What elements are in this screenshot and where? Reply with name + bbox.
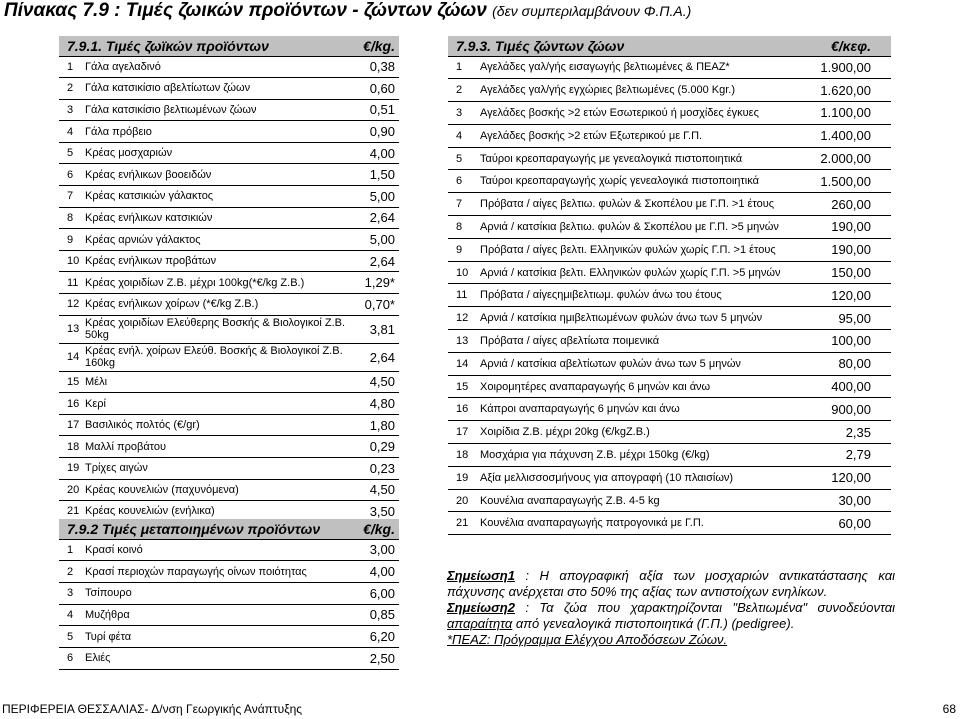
row-value: 30,00 [804, 489, 891, 512]
row-name: Κάπροι αναπαραγωγής 6 μηνών και άνω [480, 398, 804, 421]
table-header-row [59, 36, 399, 56]
row-value: 3,50 [355, 501, 399, 523]
row-value: 2,64 [355, 250, 399, 272]
table-row [448, 284, 891, 307]
row-name: Αγελάδες βοσκής >2 ετών Εσωτερικού ή μοσχίδες έγκυες [480, 102, 804, 125]
row-name: Κρέας κουνελιών (παχυνόμενα) [85, 479, 355, 501]
table-row [448, 147, 891, 170]
row-name: Κρέας ενήλικων κατσικιών [85, 207, 355, 229]
table-row [448, 216, 891, 239]
row-number: 4 [59, 121, 85, 143]
table-row [59, 142, 399, 164]
row-value: 3,81 [355, 315, 399, 343]
table-row [448, 193, 891, 216]
row-number: 5 [59, 626, 85, 648]
note-2-label: Σημείωση2 [447, 600, 515, 615]
row-value: 5,00 [355, 229, 399, 251]
row-name: Αρνιά / κατσίκια βελτι. Ελληνικών φυλών χωρίς Γ.Π. >5 μηνών [480, 261, 804, 284]
table-row [59, 164, 399, 186]
table-row [59, 561, 399, 583]
row-name: Τσίπουρο [85, 582, 355, 604]
table-row [59, 78, 399, 100]
row-value: 60,00 [804, 512, 891, 535]
row-name: Μαλλί προβάτου [85, 436, 355, 458]
row-number: 3 [448, 102, 480, 125]
table-row [448, 421, 891, 444]
row-number: 14 [59, 343, 85, 371]
row-number: 13 [59, 315, 85, 343]
table-heading: 7.9.3. Τιμές ζώντων ζώων [448, 36, 804, 56]
row-value: 0,29 [355, 436, 399, 458]
table-row [59, 56, 399, 78]
row-name: Κρασί περιοχών παραγωγής οίνων ποιότητας [85, 561, 355, 583]
row-name: Κουνέλια αναπαραγωγής πατρογονικά με Γ.Π. [480, 512, 804, 535]
row-number: 18 [59, 436, 85, 458]
row-name: Γάλα κατσικίσιο βελτιωμένων ζώων [85, 99, 355, 121]
table-row [59, 436, 399, 458]
row-value: 150,00 [804, 261, 891, 284]
row-name: Ελιές [85, 647, 355, 669]
row-number: 18 [448, 444, 480, 467]
row-value: 2,64 [355, 207, 399, 229]
row-name: Ταύροι κρεοπαραγωγής με γενεαλογικά πιστοποιητικά [480, 147, 804, 170]
row-name: Γάλα κατσικίσιο αβελτίωτων ζώων [85, 78, 355, 100]
note-3: *ΠΕΑΖ: Πρόγραμμα Ελέγχου Αποδόσεων Ζώων. [447, 632, 728, 647]
row-name: Κουνέλια αναπαραγωγής Ζ.Β. 4-5 kg [480, 489, 804, 512]
table-row [448, 352, 891, 375]
table-row [448, 330, 891, 353]
footer-organization: ΠΕΡΙΦΕΡΕΙΑ ΘΕΣΣΑΛΙΑΣ- Δ/νση Γεωργικής Ανάπτυξης [2, 702, 303, 716]
row-name: Χοιρίδια Ζ.Β. μέχρι 20kg (€/kgZ.B.) [480, 421, 804, 444]
table-row [59, 186, 399, 208]
row-name: Κρέας μοσχαριών [85, 142, 355, 164]
table-row [59, 582, 399, 604]
row-value: 2,35 [804, 421, 891, 444]
row-name: Μέλι [85, 371, 355, 393]
row-number: 7 [59, 186, 85, 208]
row-number: 20 [59, 479, 85, 501]
row-number: 7 [448, 193, 480, 216]
table-row [59, 479, 399, 501]
row-number: 11 [59, 272, 85, 294]
row-value: 2,79 [804, 444, 891, 467]
row-value: 2,50 [355, 647, 399, 669]
processed-products-table [59, 519, 399, 670]
row-number: 2 [59, 561, 85, 583]
row-number: 21 [59, 501, 85, 523]
row-number: 19 [59, 458, 85, 480]
row-name: Γάλα αγελαδινό [85, 56, 355, 78]
row-value: 0,85 [355, 604, 399, 626]
row-name: Βασιλικός πολτός (€/gr) [85, 414, 355, 436]
row-name: Κρασί κοινό [85, 539, 355, 561]
table-unit: €/κεφ. [804, 36, 891, 56]
row-number: 6 [448, 170, 480, 193]
note-2 [447, 600, 895, 632]
row-number: 1 [448, 56, 480, 79]
row-value: 2,64 [355, 343, 399, 371]
row-number: 3 [59, 582, 85, 604]
row-name: Κρέας χοιριδίων Ελεύθερης Βοσκής & Βιολογικοί Ζ.Β. 50kg [85, 315, 355, 343]
row-value: 80,00 [804, 352, 891, 375]
table-row [448, 375, 891, 398]
row-value: 1.400,00 [804, 124, 891, 147]
row-number: 5 [59, 142, 85, 164]
row-value: 900,00 [804, 398, 891, 421]
row-number: 11 [448, 284, 480, 307]
table-row [448, 238, 891, 261]
row-name: Πρόβατα / αίγες βελτι. Ελληνικών φυλών χωρίς Γ.Π. >1 έτους [480, 238, 804, 261]
row-value: 0,70* [355, 294, 399, 316]
row-name: Χοιρομητέρες αναπαραγωγής 6 μηνών και άνω [480, 375, 804, 398]
row-value: 120,00 [804, 284, 891, 307]
row-name: Αρνιά / κατσίκια ημιβελτιωμένων φυλών άνω των 5 μηνών [480, 307, 804, 330]
row-value: 5,00 [355, 186, 399, 208]
row-value: 190,00 [804, 238, 891, 261]
row-number: 17 [59, 414, 85, 436]
table-row [448, 261, 891, 284]
row-number: 1 [59, 539, 85, 561]
row-value: 260,00 [804, 193, 891, 216]
table-row [59, 343, 399, 371]
row-number: 12 [59, 294, 85, 316]
row-value: 1.900,00 [804, 56, 891, 79]
table-row [59, 272, 399, 294]
table-unit: €/kg. [355, 36, 399, 56]
table-row [448, 124, 891, 147]
row-number: 8 [448, 216, 480, 239]
live-animals-table [448, 36, 891, 535]
row-value: 0,90 [355, 121, 399, 143]
row-value: 0,60 [355, 78, 399, 100]
row-number: 2 [448, 79, 480, 102]
row-name: Αγελάδες γαλ/γής εγχώριες βελτιωμένες (5.000 Kgr.) [480, 79, 804, 102]
row-name: Τρίχες αιγών [85, 458, 355, 480]
row-name: Γάλα πρόβειο [85, 121, 355, 143]
table-row [59, 250, 399, 272]
row-name: Αγελάδες βοσκής >2 ετών Εξωτερικού με Γ.Π. [480, 124, 804, 147]
table-row [59, 294, 399, 316]
row-value: 1.500,00 [804, 170, 891, 193]
table-row [59, 99, 399, 121]
row-value: 0,38 [355, 56, 399, 78]
note-1-label: Σημείωση1 [447, 568, 515, 583]
row-number: 12 [448, 307, 480, 330]
row-number: 10 [59, 250, 85, 272]
row-number: 6 [59, 647, 85, 669]
row-name: Πρόβατα / αίγεςημιβελτιωμ. φυλών άνω του έτους [480, 284, 804, 307]
row-name: Κρέας ενήλ. χοίρων Ελεύθ. Βοσκής & Βιολογικοί Ζ.Β. 160kg [85, 343, 355, 371]
table-row [59, 539, 399, 561]
row-name: Κρέας κατσικιών γάλακτος [85, 186, 355, 208]
row-number: 1 [59, 56, 85, 78]
row-number: 4 [59, 604, 85, 626]
table-row [448, 398, 891, 421]
row-value: 1.620,00 [804, 79, 891, 102]
table-row [448, 56, 891, 79]
table-header-row [448, 36, 891, 56]
table-row [448, 466, 891, 489]
row-number: 9 [448, 238, 480, 261]
table-row [59, 626, 399, 648]
row-name: Αρνιά / κατσίκια βελτιω. φυλών & Σκοπέλου με Γ.Π. >5 μηνών [480, 216, 804, 239]
table-row [448, 512, 891, 535]
row-value: 4,80 [355, 393, 399, 415]
row-value: 0,23 [355, 458, 399, 480]
table-row [448, 79, 891, 102]
row-value: 4,00 [355, 561, 399, 583]
row-name: Μυζήθρα [85, 604, 355, 626]
row-name: Ταύροι κρεοπαραγωγής χωρίς γενεαλογικά πιστοποιητικά [480, 170, 804, 193]
note-2-text-b: από γενεαλογικά πιστοποιητικά (Γ.Π.) (pedigree). [512, 616, 795, 631]
row-number: 13 [448, 330, 480, 353]
table-unit: €/kg. [355, 519, 399, 539]
row-name: Κρέας ενήλικων χοίρων (*€/kg Ζ.Β.) [85, 294, 355, 316]
row-name: Αγελάδες γαλ/γής εισαγωγής βελτιωμένες & ΠΕΑΖ* [480, 56, 804, 79]
row-value: 4,50 [355, 479, 399, 501]
animal-products-table [59, 36, 399, 523]
table-row [59, 647, 399, 669]
row-number: 16 [448, 398, 480, 421]
table-row [59, 458, 399, 480]
row-value: 190,00 [804, 216, 891, 239]
footer-page-number: 68 [942, 702, 956, 716]
table-row [59, 207, 399, 229]
row-name: Κρέας αρνιών γάλακτος [85, 229, 355, 251]
table-row [59, 393, 399, 415]
row-number: 9 [59, 229, 85, 251]
row-number: 3 [59, 99, 85, 121]
table-heading: 7.9.1. Τιμές ζωϊκών προϊόντων [59, 36, 355, 56]
row-name: Κρέας ενήλικων προβάτων [85, 250, 355, 272]
row-name: Κρέας ενήλικων βοοειδών [85, 164, 355, 186]
row-number: 8 [59, 207, 85, 229]
row-number: 16 [59, 393, 85, 415]
row-value: 6,20 [355, 626, 399, 648]
row-number: 2 [59, 78, 85, 100]
table-row [59, 604, 399, 626]
row-number: 15 [448, 375, 480, 398]
row-value: 0,51 [355, 99, 399, 121]
row-name: Κρέας κουνελιών (ενήλικα) [85, 501, 355, 523]
table-row [448, 444, 891, 467]
notes-block [447, 568, 895, 648]
table-row [59, 121, 399, 143]
note-2-text-a: : Τα ζώα που χαρακτηρίζονται "Βελτιωμένα" συνοδεύονται [514, 600, 895, 615]
row-number: 14 [448, 352, 480, 375]
row-number: 15 [59, 371, 85, 393]
row-value: 100,00 [804, 330, 891, 353]
table-row [448, 489, 891, 512]
row-name: Αξία μελλισσοσμήνους για απογραφή (10 πλαισίων) [480, 466, 804, 489]
table-row [448, 307, 891, 330]
page-title-main: Πίνακας 7.9 : Τιμές ζωικών προϊόντων - ζώντων ζώων [4, 0, 487, 21]
row-name: Κρέας χοιριδίων Ζ.Β. μέχρι 100kg(*€/kg Ζ.Β.) [85, 272, 355, 294]
note-1 [447, 568, 895, 600]
row-number: 4 [448, 124, 480, 147]
row-number: 17 [448, 421, 480, 444]
page-title-sub: (δεν συμπεριλαμβάνουν Φ.Π.Α.) [492, 3, 692, 19]
row-value: 95,00 [804, 307, 891, 330]
row-value: 1,50 [355, 164, 399, 186]
row-name: Αρνιά / κατσίκια αβελτίωτων φυλών άνω των 5 μηνών [480, 352, 804, 375]
row-number: 5 [448, 147, 480, 170]
row-value: 400,00 [804, 375, 891, 398]
row-value: 4,50 [355, 371, 399, 393]
row-number: 6 [59, 164, 85, 186]
table-row [59, 371, 399, 393]
row-name: Κερί [85, 393, 355, 415]
table-row [448, 170, 891, 193]
table-heading: 7.9.2 Τιμές μεταποιημένων προϊόντων [59, 519, 355, 539]
table-row [448, 102, 891, 125]
row-value: 2.000,00 [804, 147, 891, 170]
table-row [59, 229, 399, 251]
row-value: 1,29* [355, 272, 399, 294]
table-row [59, 414, 399, 436]
row-name: Πρόβατα / αίγες αβελτίωτα ποιμενικά [480, 330, 804, 353]
row-name: Μοσχάρια για πάχυνση Ζ.Β. μέχρι 150kg (€/kg) [480, 444, 804, 467]
row-value: 1,80 [355, 414, 399, 436]
row-value: 3,00 [355, 539, 399, 561]
page-title [4, 0, 691, 22]
row-number: 20 [448, 489, 480, 512]
row-name: Τυρί φέτα [85, 626, 355, 648]
row-number: 10 [448, 261, 480, 284]
row-value: 6,00 [355, 582, 399, 604]
row-value: 4,00 [355, 142, 399, 164]
row-number: 19 [448, 466, 480, 489]
note-1-text: : Η απογραφική αξία των μοσχαριών αντικατάστασης και πάχυνσης ανέρχεται στο 50% της αξίας των αντιστοίχων ενηλίκων. [447, 568, 895, 599]
row-number: 21 [448, 512, 480, 535]
row-value: 120,00 [804, 466, 891, 489]
note-2-text-underlined: απαραίτητα [447, 616, 513, 631]
row-value: 1.100,00 [804, 102, 891, 125]
table-row [59, 315, 399, 343]
row-name: Πρόβατα / αίγες βελτιω. φυλών & Σκοπέλου με Γ.Π. >1 έτους [480, 193, 804, 216]
table-header-row [59, 519, 399, 539]
